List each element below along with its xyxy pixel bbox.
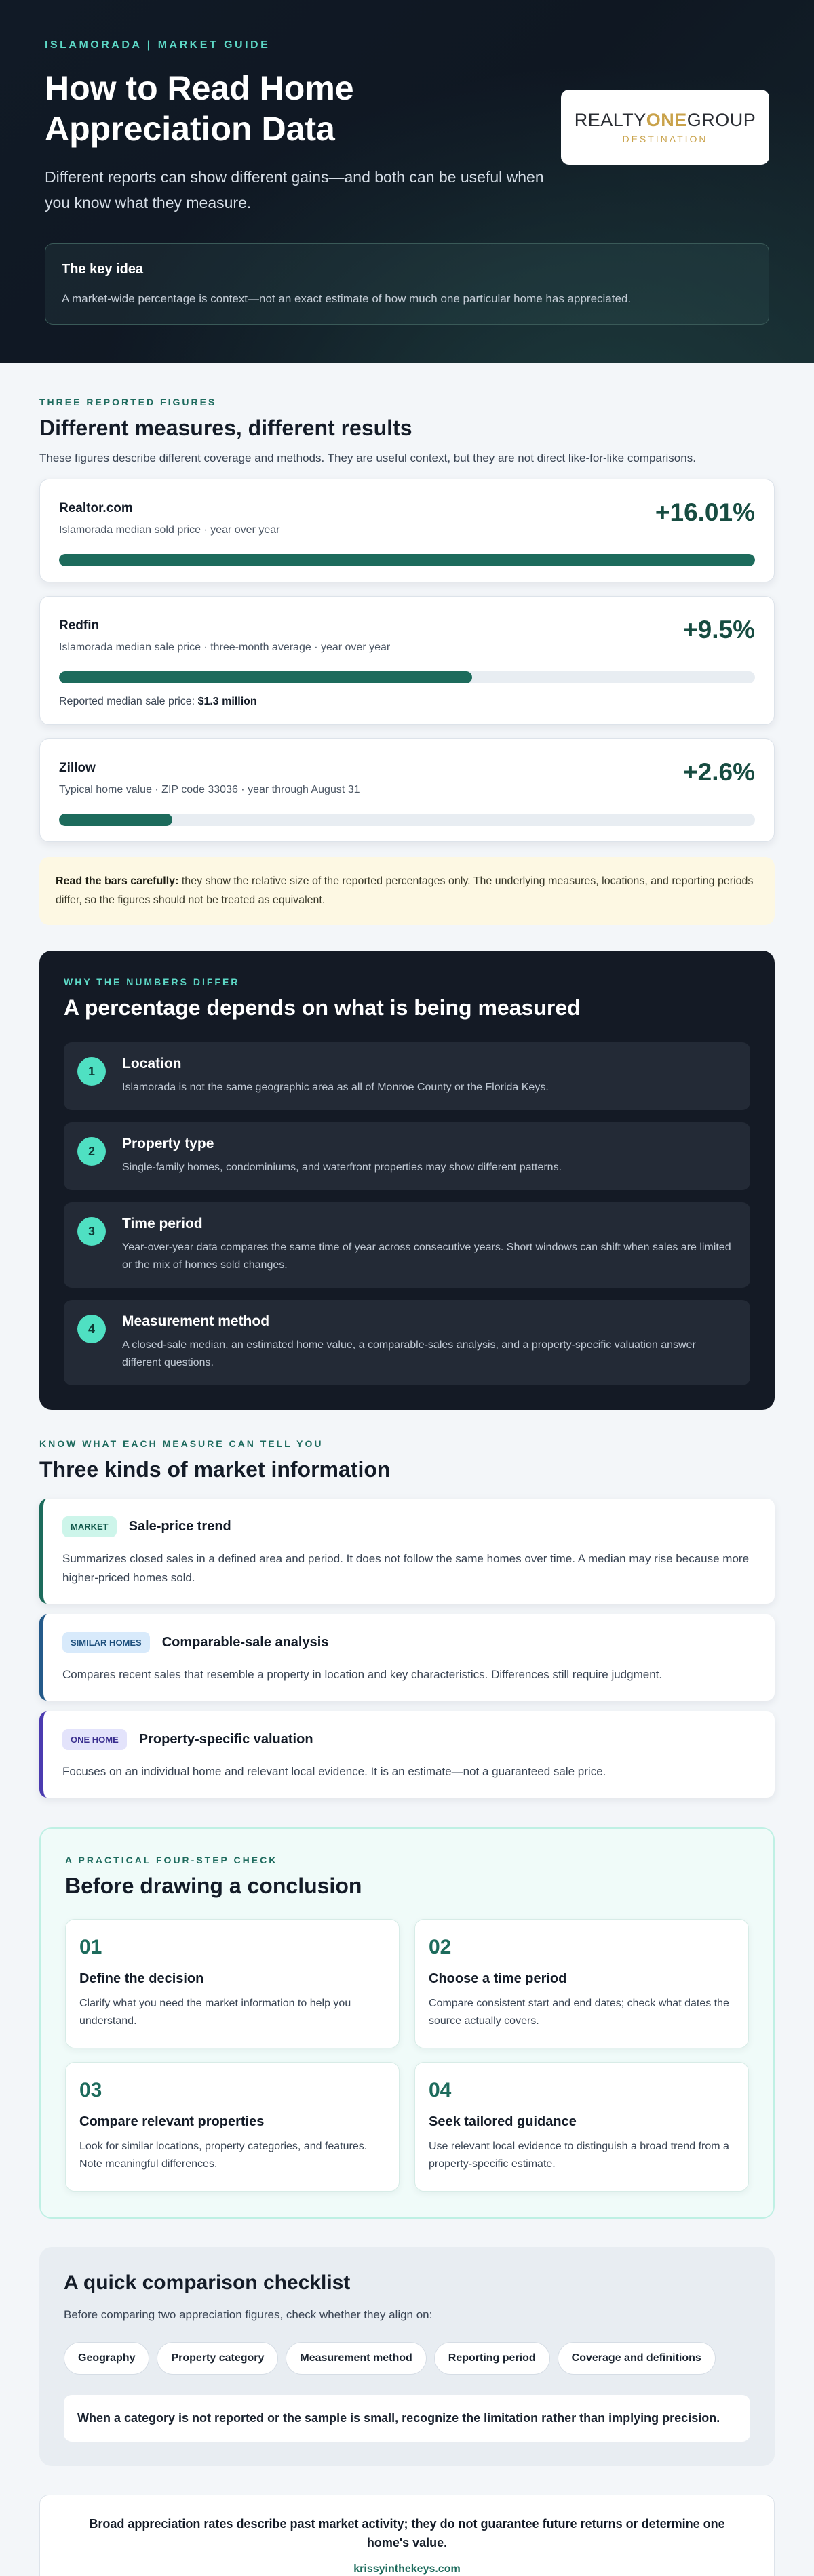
hero-subtitle: Different reports can show different gains—and both can be useful when you know what they measure.	[45, 168, 544, 212]
brand-logo	[561, 90, 769, 165]
logo-wordmark	[575, 110, 756, 131]
page-title: How to Read Home Appreciation Data	[45, 69, 354, 148]
figure-bar-fill	[59, 814, 172, 826]
hero-eyebrow: ISLAMORADA | MARKET GUIDE	[45, 39, 271, 51]
reasons-list	[64, 1042, 750, 1385]
step-description: Look for similar locations, property categories, and features. Note meaningful differences.	[79, 2141, 368, 2170]
step-title: Seek tailored guidance	[429, 2114, 577, 2129]
key-idea-box	[45, 243, 769, 325]
footer-disclaimer	[39, 2495, 775, 2576]
checklist-pill: Reporting period	[434, 2342, 550, 2375]
figure-bar-track	[59, 554, 755, 566]
reason-description: A closed-sale median, an estimated home value, a comparable-sales analysis, and a property-specific valuation answer different questions.	[122, 1339, 696, 1368]
reported-figures-section	[0, 363, 814, 925]
hero-banner	[0, 0, 814, 363]
checklist-pills	[64, 2342, 750, 2375]
reason-description: Single-family homes, condominiums, and waterfront properties may show different patterns.	[122, 1162, 562, 1173]
note-label: Reported median sale price:	[59, 696, 195, 707]
figure-source: Realtor.com	[59, 501, 133, 515]
reason-number: 4	[77, 1315, 106, 1343]
key-idea-title: The key idea	[62, 262, 144, 277]
figure-percentage: +2.6%	[683, 758, 755, 786]
reason-number: 1	[77, 1057, 106, 1086]
checklist-pill: Measurement method	[286, 2342, 426, 2375]
kind-badge: MARKET	[62, 1516, 117, 1537]
kind-title: Sale-price trend	[128, 1519, 231, 1534]
step-card	[65, 1919, 400, 2048]
kind-description: Focuses on an individual home and relevant local evidence. It is an estimate—not a guaranteed sale price.	[62, 1765, 606, 1778]
step-number: 04	[429, 2079, 452, 2101]
why-title: A percentage depends on what is being measured	[64, 995, 581, 1020]
reason-description: Islamorada is not the same geographic area as all of Monroe County or the Florida Keys.	[122, 1082, 549, 1093]
logo-subtitle: DESTINATION	[622, 134, 708, 144]
kind-card-similar-homes	[39, 1614, 775, 1701]
reason-item	[64, 1202, 750, 1288]
kind-title: Property-specific valuation	[138, 1732, 313, 1747]
checklist-pill: Geography	[64, 2342, 149, 2375]
reason-title: Location	[122, 1056, 182, 1071]
step-number: 02	[429, 1936, 452, 1958]
step-number: 01	[79, 1936, 102, 1958]
reason-description: Year-over-year data compares the same time of year across consecutive years. Short windows can shift when sales are limited or the mix of homes sold changes.	[122, 1242, 731, 1271]
reason-title: Property type	[122, 1136, 214, 1151]
checklist-lead: Before comparing two appreciation figures, check whether they align on:	[64, 2308, 433, 2321]
kind-header	[62, 1729, 756, 1750]
note-value: $1.3 million	[197, 696, 257, 707]
caution-bold: Read the bars carefully:	[56, 875, 179, 887]
checklist-title: A quick comparison checklist	[64, 2272, 351, 2294]
figure-source: Redfin	[59, 618, 100, 633]
key-idea-text: A market-wide percentage is context—not an exact estimate of how much one particular home has appreciated.	[62, 292, 632, 305]
figure-bar-track	[59, 814, 755, 826]
reason-item	[64, 1300, 750, 1385]
footer-text: Broad appreciation rates describe past market activity; they do not guarantee future returns or determine one home's value.	[89, 2517, 725, 2550]
figure-description: Islamorada median sold price · year over year	[59, 524, 280, 536]
kind-header	[62, 1632, 756, 1653]
figure-card-redfin	[39, 596, 775, 725]
kind-card-market	[39, 1499, 775, 1604]
figure-card-realtor	[39, 479, 775, 582]
figure-note	[59, 696, 755, 708]
step-description: Use relevant local evidence to distinguish a broad trend from a property-specific estimate.	[429, 2141, 729, 2170]
reason-title: Measurement method	[122, 1313, 270, 1329]
step-title: Define the decision	[79, 1971, 204, 1986]
comparison-checklist-section	[39, 2247, 775, 2466]
website-link[interactable]: krissyinthekeys.com	[353, 2563, 461, 2575]
figures-title: Different measures, different results	[39, 416, 412, 440]
caution-text: they show the relative size of the reported percentages only. The underlying measures, locations, and reporting periods differ, so the figures should not be treated as equivalent.	[56, 875, 754, 906]
step-number: 03	[79, 2079, 102, 2101]
kind-badge: SIMILAR HOMES	[62, 1632, 150, 1653]
figure-description: Islamorada median sale price · three-month average · year over year	[59, 641, 391, 653]
figure-bar-fill	[59, 671, 472, 683]
reason-title: Time period	[122, 1216, 203, 1231]
logo-realty: REALTY	[574, 110, 646, 130]
kind-badge: ONE HOME	[62, 1729, 127, 1750]
checklist-pill: Property category	[157, 2342, 278, 2375]
figures-eyebrow: THREE REPORTED FIGURES	[39, 397, 217, 408]
kind-description: Summarizes closed sales in a defined area and period. It does not follow the same homes over time. A median may rise because more higher-priced homes sold.	[62, 1552, 750, 1584]
step-description: Clarify what you need the market information to help you understand.	[79, 1998, 351, 2027]
logo-group: GROUP	[686, 110, 756, 130]
step-title: Choose a time period	[429, 1971, 567, 1986]
figure-percentage: +16.01%	[655, 498, 755, 526]
step-title: Compare relevant properties	[79, 2114, 265, 2129]
figure-percentage: +9.5%	[683, 616, 755, 643]
why-numbers-differ-section	[39, 951, 775, 1410]
figure-bar-track	[59, 671, 755, 683]
reason-number: 3	[77, 1217, 106, 1246]
bar-caution-note	[39, 857, 775, 925]
steps-grid	[65, 1919, 749, 2192]
kind-title: Comparable-sale analysis	[161, 1635, 329, 1650]
why-eyebrow: WHY THE NUMBERS DIFFER	[64, 976, 240, 987]
figure-card-zillow	[39, 738, 775, 842]
kinds-eyebrow: KNOW WHAT EACH MEASURE CAN TELL YOU	[39, 1438, 324, 1449]
kinds-title: Three kinds of market information	[39, 1457, 391, 1482]
market-info-kinds-section	[0, 1410, 814, 1798]
steps-eyebrow: A PRACTICAL FOUR-STEP CHECK	[65, 1855, 278, 1865]
reason-number: 2	[77, 1137, 106, 1166]
kind-header	[62, 1516, 756, 1537]
steps-title: Before drawing a conclusion	[65, 1874, 362, 1898]
reason-item	[64, 1042, 750, 1110]
step-card	[414, 1919, 749, 2048]
step-card	[414, 2062, 749, 2192]
figure-description: Typical home value · ZIP code 33036 · year through August 31	[59, 784, 360, 795]
kind-card-one-home	[39, 1711, 775, 1798]
checklist-pill: Coverage and definitions	[558, 2342, 716, 2375]
kind-description: Compares recent sales that resemble a property in location and key characteristics. Differences still require judgment.	[62, 1668, 663, 1681]
four-step-check-section	[39, 1827, 775, 2219]
reason-item	[64, 1122, 750, 1190]
step-description: Compare consistent start and end dates; check what dates the source actually covers.	[429, 1998, 729, 2027]
kinds-list	[39, 1499, 775, 1798]
logo-one: ONE	[646, 110, 687, 130]
figure-bar-fill	[59, 554, 755, 566]
figure-source: Zillow	[59, 761, 96, 775]
limitation-note: When a category is not reported or the sample is small, recognize the limitation rather than implying precision.	[64, 2395, 750, 2442]
step-card	[65, 2062, 400, 2192]
figures-lead: These figures describe different coverage and methods. They are useful context, but they are not direct like-for-like comparisons.	[39, 452, 696, 464]
